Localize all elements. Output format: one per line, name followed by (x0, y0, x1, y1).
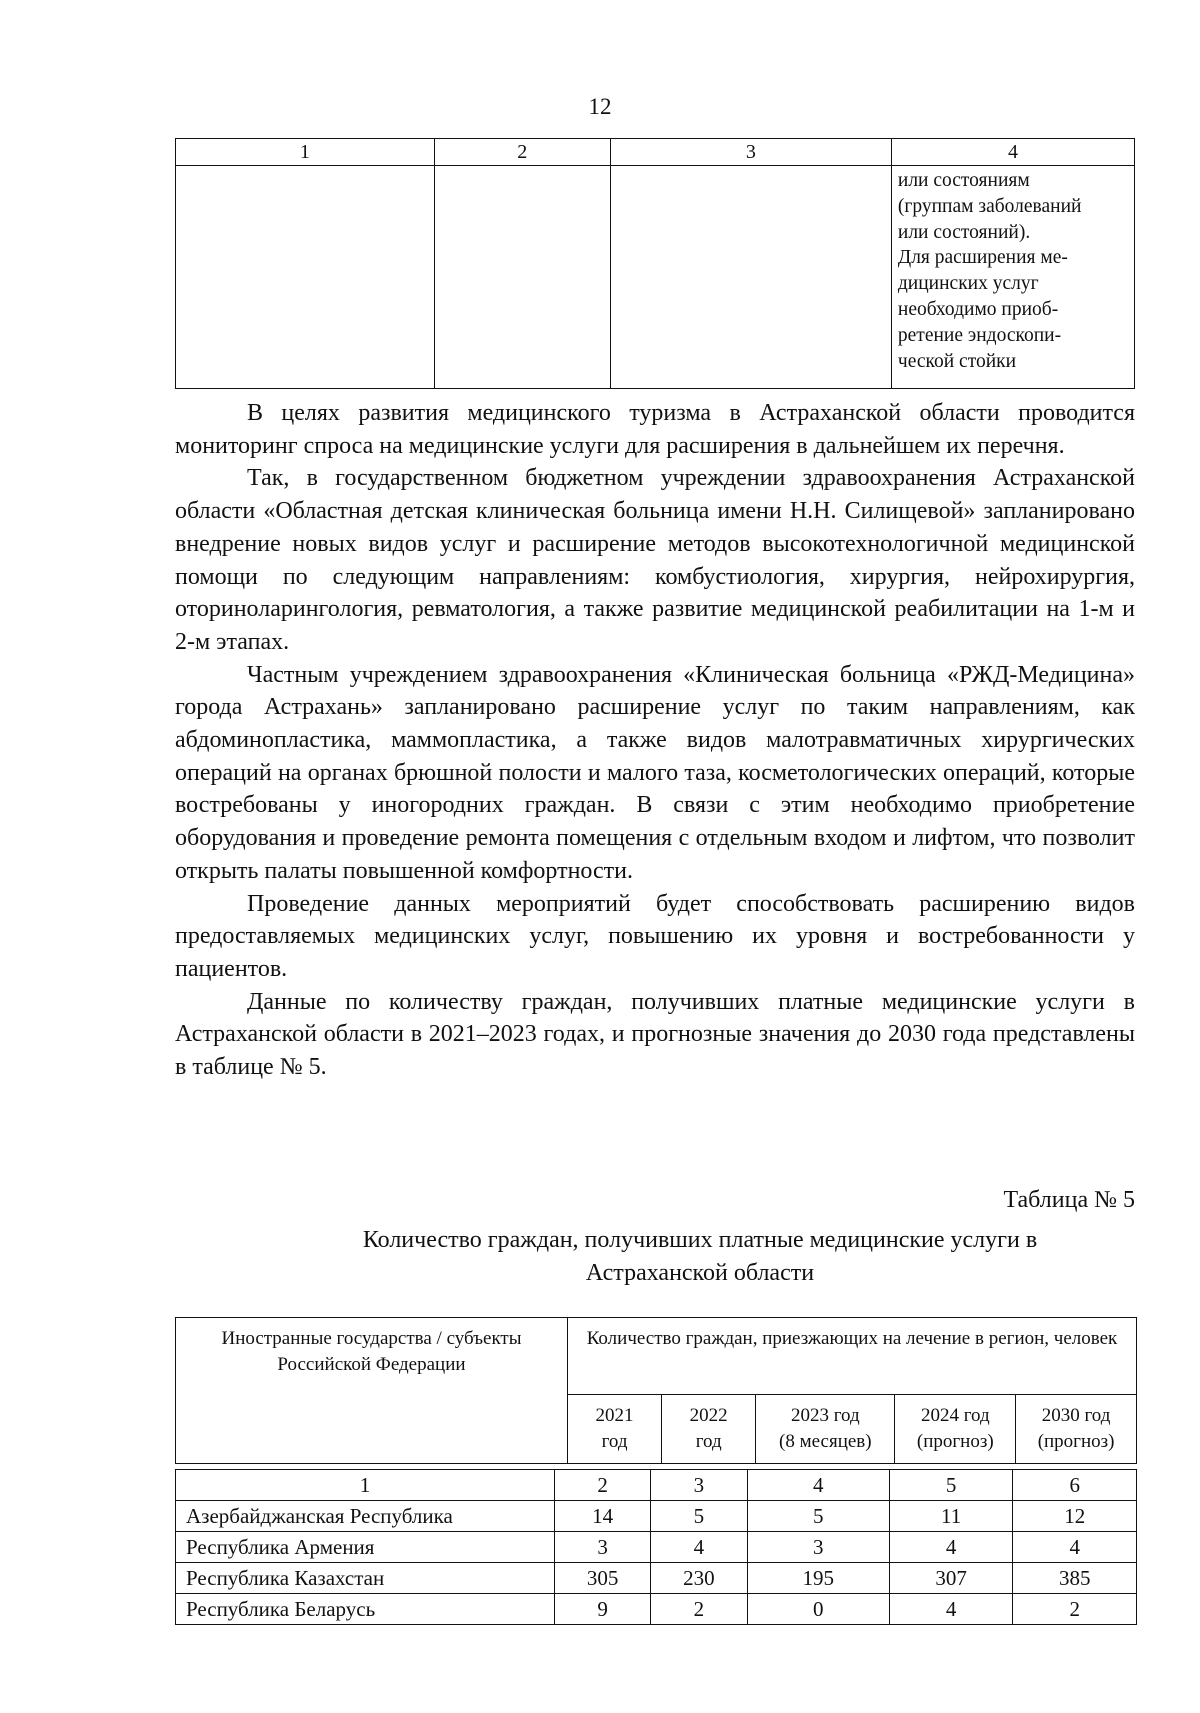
cell-line: (группам заболеваний (897, 195, 1082, 217)
value-cell: 0 (747, 1594, 889, 1625)
column-numbers-row (176, 1470, 1137, 1501)
year-line: 2023 год (790, 1405, 860, 1426)
year-line: (8 месяцев) (779, 1431, 872, 1452)
year-line: год (601, 1431, 628, 1452)
year-header (756, 1395, 895, 1464)
cell-line: Для расширения ме- (897, 247, 1068, 269)
column-number-3: 3 (610, 139, 891, 166)
column-number-2: 2 (434, 139, 610, 166)
table-caption: Таблица № 5 (1003, 1187, 1135, 1213)
value-cell: 4 (651, 1532, 747, 1563)
country-cell: Республика Беларусь (176, 1594, 555, 1625)
value-cell: 3 (554, 1532, 650, 1563)
value-cell: 9 (554, 1594, 650, 1625)
table-title-line: Количество граждан, получивших платные медицинские услуги в (362, 1227, 1038, 1253)
value-cell: 195 (747, 1563, 889, 1594)
year-line: 2030 год (1041, 1405, 1111, 1426)
header-country: Иностранные государства / субъекты Российской Федерации (176, 1318, 568, 1464)
country-cell: Республика Армения (176, 1532, 555, 1563)
paragraph: В целях развития медицинского туризма в Астраханской области проводится мониторинг спроса на медицинские услуги для расширения в дальнейшем их перечня. (175, 400, 1135, 459)
column-number: 4 (747, 1470, 889, 1501)
year-header (662, 1395, 756, 1464)
country-cell: Республика Казахстан (176, 1563, 555, 1594)
value-cell: 12 (1013, 1501, 1137, 1532)
value-cell: 385 (1013, 1563, 1137, 1594)
year-line: год (695, 1431, 722, 1452)
table-row (176, 166, 1135, 389)
table5-header (175, 1317, 1137, 1464)
cell-line: ческой стойки (897, 350, 1017, 372)
paragraph: Так, в государственном бюджетном учреждении здравоохранения Астраханской области «Областная детская клиническая больница имени Н.Н. Силищевой» запланировано внедрение новых видов услуг и расширение методов высокотехнологичной медицинской помощи по следующим направлениям: комбустиология, хирургия, нейрохирургия, оториноларингология, ревматология, а также развитие медицинской реабилитации на 1-м и 2-м этапах. (175, 465, 1135, 655)
year-header (567, 1395, 661, 1464)
value-cell: 2 (651, 1594, 747, 1625)
country-cell: Азербайджанская Республика (176, 1501, 555, 1532)
value-cell: 14 (554, 1501, 650, 1532)
header-group: Количество граждан, приезжающих на лечение в регион, человек (567, 1318, 1136, 1395)
value-cell: 4 (1013, 1532, 1137, 1563)
table-header-row (176, 139, 1135, 166)
cell-line: необходимо приоб- (897, 298, 1059, 320)
table5-body (175, 1469, 1137, 1625)
value-cell: 5 (651, 1501, 747, 1532)
column-number: 5 (889, 1470, 1013, 1501)
column-number-4: 4 (891, 139, 1134, 166)
table-row (176, 1532, 1137, 1563)
cell-line: дицинских услуг (897, 273, 1039, 295)
empty-cell (434, 166, 610, 389)
year-line: (прогноз) (1037, 1431, 1115, 1452)
value-cell: 4 (889, 1594, 1013, 1625)
year-header (1016, 1395, 1137, 1464)
year-line: 2022 (689, 1405, 728, 1426)
table-title-line: Астраханской области (585, 1260, 815, 1286)
empty-cell (176, 166, 435, 389)
column-number: 1 (176, 1470, 555, 1501)
table-row (176, 1501, 1137, 1532)
value-cell: 305 (554, 1563, 650, 1594)
column-number: 2 (554, 1470, 650, 1501)
cell-line: или состояниям (897, 170, 1030, 191)
year-header (895, 1395, 1016, 1464)
table-title (260, 1224, 1140, 1290)
paragraph: Данные по количеству граждан, получивших платные медицинские услуги в Астраханской области в 2021–2023 годах, и прогнозные значения до 2030 года представлены в таблице № 5. (175, 988, 1135, 1081)
paragraph: Проведение данных мероприятий будет способствовать расширению видов предоставляемых медицинских услуг, повышению их уровня и востребованности у пациентов. (175, 890, 1135, 982)
value-cell: 230 (651, 1563, 747, 1594)
body-text (175, 397, 1135, 1084)
value-cell: 11 (889, 1501, 1013, 1532)
continued-table (175, 138, 1135, 389)
column-number: 3 (651, 1470, 747, 1501)
cell-line: или состояний). (897, 221, 1031, 243)
year-line: (прогноз) (916, 1431, 994, 1452)
value-cell: 307 (889, 1563, 1013, 1594)
value-cell: 5 (747, 1501, 889, 1532)
year-line: 2021 (595, 1405, 634, 1426)
value-cell: 3 (747, 1532, 889, 1563)
empty-cell (610, 166, 891, 389)
paragraph: Частным учреждением здравоохранения «Клиническая больница «РЖД-Медицина» города Астрахань» запланировано расширение услуг по таким направлениям, как абдоминопластика, маммопластика, а также видов малотравматичных хирургических операций на органах брюшной полости и малого таза, косметологических операций, которые востребованы у иногородних граждан. В связи с этим необходимо приобретение оборудования и проведение ремонта помещения с отдельным входом и лифтом, что позволит открыть палаты повышенной комфортности. (175, 661, 1135, 884)
page-number: 12 (588, 94, 612, 119)
cell-text (891, 166, 1134, 389)
column-number: 6 (1013, 1470, 1137, 1501)
table-row (176, 1594, 1137, 1625)
column-number-1: 1 (176, 139, 435, 166)
cell-line: ретение эндоскопи- (897, 324, 1062, 346)
year-line: 2024 год (920, 1405, 990, 1426)
value-cell: 4 (889, 1532, 1013, 1563)
table-row (176, 1563, 1137, 1594)
value-cell: 2 (1013, 1594, 1137, 1625)
